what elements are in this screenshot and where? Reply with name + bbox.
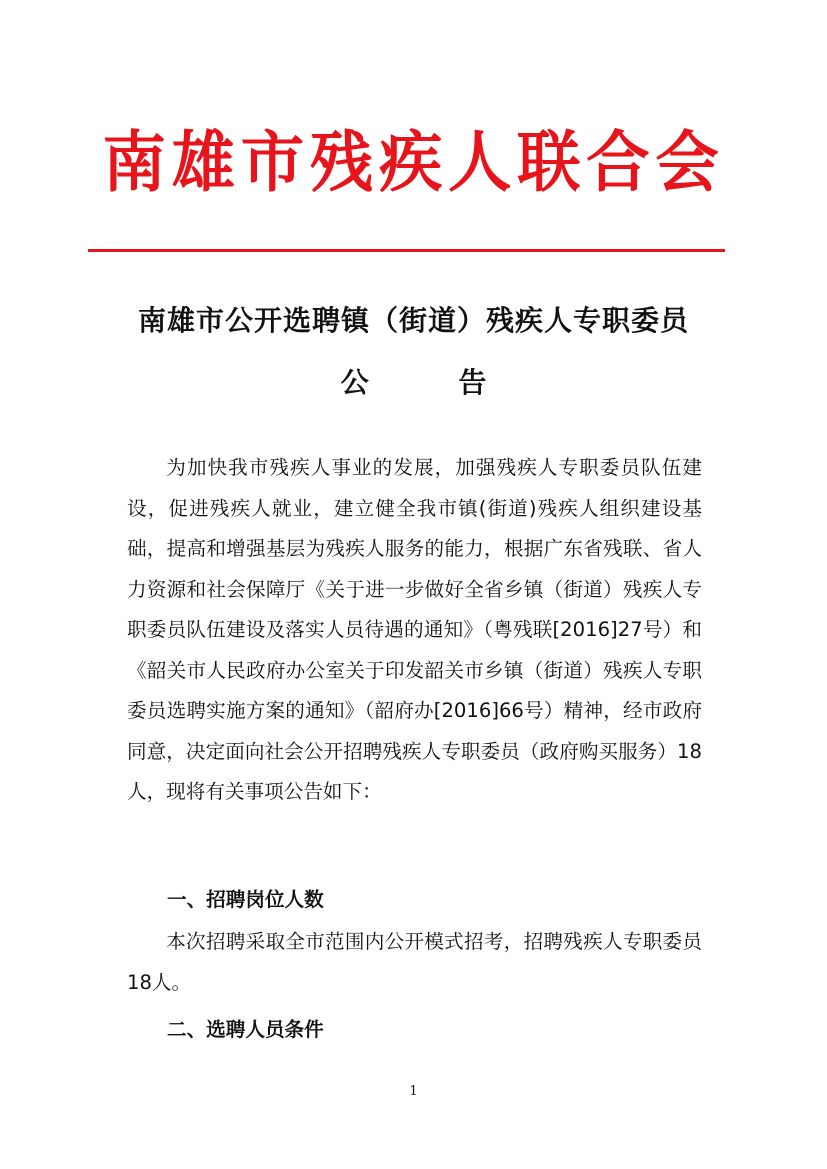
document-subtitle: 公 告 bbox=[340, 366, 527, 399]
intro-paragraph: 为加快我市残疾人事业的发展，加强残疾人专职委员队伍建设，促进残疾人就业，建立健全我市镇(街道)残疾人组织建设基础，提高和增强基层为残疾人服务的能力，根据广东省残联、省人力资源和社会保障厅《关于进一步做好全省乡镇（街道）残疾人专职委员队伍建设及落实人员待遇的通知》（粤残联[2016]27号）和《韶关市人民政府办公室关于印发韶关市乡镇（街道）残疾人专职委员选聘实施方案的通知》（韶府办[2016]66号）精神，经市政府同意，决定面向社会公开招聘残疾人专职委员（政府购买服务）18人，现将有关事项公告如下： bbox=[127, 456, 702, 803]
page-number: 1 bbox=[409, 1084, 418, 1099]
header-divider-line bbox=[88, 249, 725, 252]
section-paragraph-positions: 本次招聘采取全市范围内公开模式招考，招聘残疾人专职委员18人。 bbox=[127, 930, 702, 994]
section-heading-conditions: 二、选聘人员条件 bbox=[167, 1018, 324, 1041]
organization-header: 南雄市残疾人联合会 bbox=[102, 124, 725, 201]
section-heading-positions: 一、招聘岗位人数 bbox=[167, 888, 324, 911]
document-title: 南雄市公开选聘镇（街道）残疾人专职委员 bbox=[137, 304, 689, 337]
